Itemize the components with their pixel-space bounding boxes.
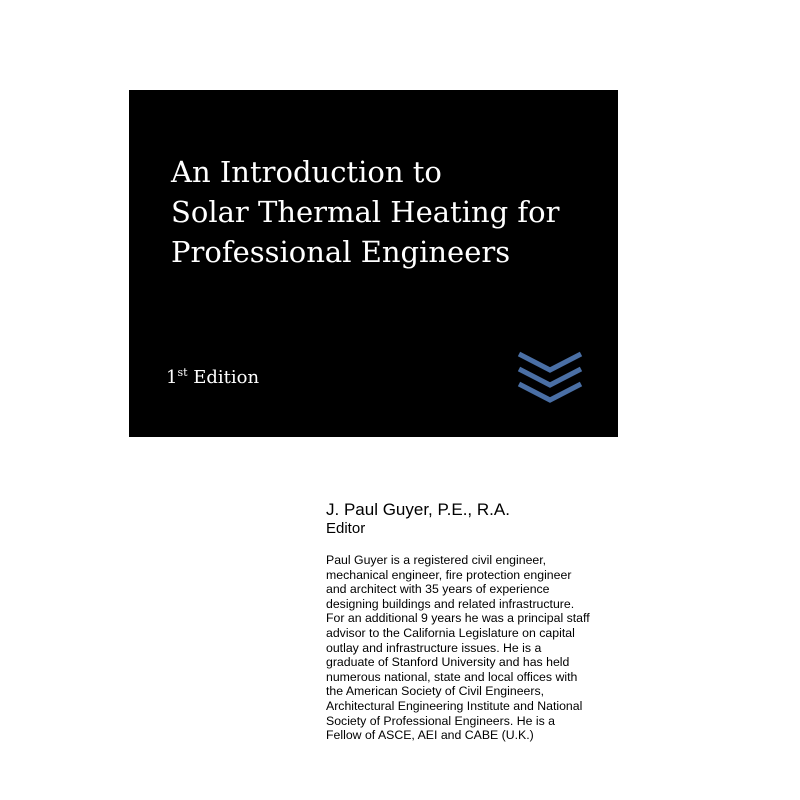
- edition-suffix: st: [177, 366, 188, 379]
- bio-line: the American Society of Civil Engineers,: [326, 684, 545, 699]
- book-title: [171, 152, 591, 272]
- triple-chevron-down-icon: [516, 350, 584, 406]
- author-bio: [326, 553, 616, 743]
- bio-line: Architectural Engineering Institute and National: [326, 698, 583, 713]
- edition-label: [166, 366, 259, 388]
- bio-line: advisor to the California Legislature on capital: [326, 625, 575, 640]
- chevron-1: [519, 354, 581, 370]
- bio-line: For an additional 9 years he was a principal staff: [326, 611, 590, 626]
- bio-line: Paul Guyer is a registered civil engineer,: [326, 553, 547, 567]
- bio-line: Society of Professional Engineers. He is a: [326, 713, 555, 728]
- bio-line: numerous national, state and local offices with: [326, 669, 578, 684]
- author-block: [326, 500, 616, 538]
- bio-line: mechanical engineer, fire protection engineer: [326, 567, 572, 582]
- author-name: J. Paul Guyer, P.E., R.A.: [326, 500, 510, 519]
- edition-number: 1: [166, 367, 178, 388]
- bio-line: and architect with 35 years of experience: [326, 582, 550, 597]
- bio-line: Fellow of ASCE, AEI and CABE (U.K.): [326, 728, 534, 743]
- edition-text: Edition: [187, 367, 260, 388]
- bio-line: graduate of Stanford University and has held: [326, 655, 570, 670]
- title-line-3: Professional Engineers: [171, 235, 511, 269]
- title-line-2: Solar Thermal Heating for: [171, 195, 560, 229]
- bio-line: designing buildings and related infrastructure.: [326, 596, 575, 611]
- title-line-1: An Introduction to: [171, 155, 442, 189]
- bio-line: outlay and infrastructure issues. He is a: [326, 640, 542, 655]
- author-role: Editor: [326, 520, 366, 537]
